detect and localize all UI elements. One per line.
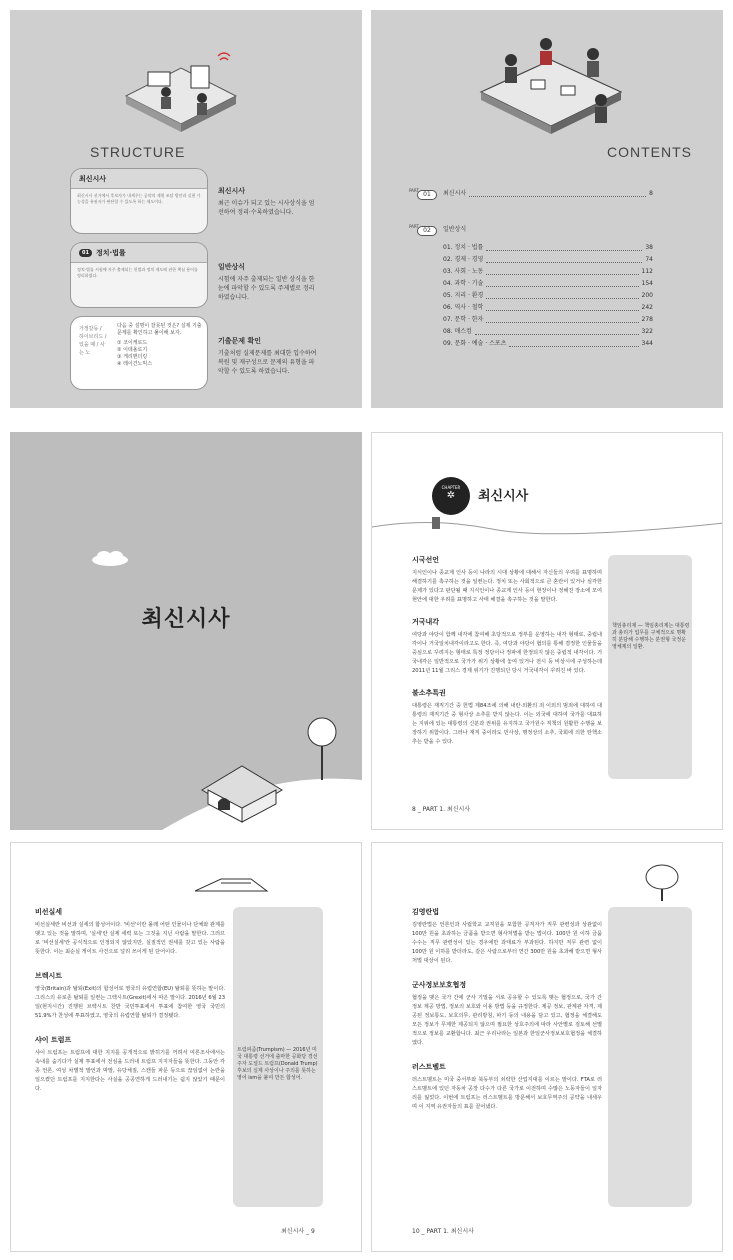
chapter-title: 03. 사회 · 노동 — [443, 268, 484, 275]
entries-column — [412, 907, 602, 1112]
desc-heading: 최신시사 — [218, 187, 246, 195]
part-number-badge: 01 — [417, 190, 437, 200]
chapter-badge: 01 — [79, 249, 92, 257]
toc-chapter-row[interactable] — [443, 254, 653, 266]
part-number-badge: 02 — [417, 226, 437, 236]
chapter-title: 01. 정치 · 법률 — [443, 244, 484, 251]
entry-title: 김영란법 — [412, 908, 440, 916]
entry-text: 대통령은 재직기간 중 헌법 제84조에 의해 내란·외환의 죄 이외의 범죄에 대하여 대통령의 재직기간 중 형사상 소추를 받지 않는다. 이는 외국에 대하여 국가를 대표하는 지위에 있는 대통령의 신분과 권위를 유지하고 국가원수 직책의 원활한 수행을 보장하기 위함이다. 그러나 재직 중이라도 민사상, 행정상의 소추, 국회에 의한 탄핵소추는 받을 수 있다. — [412, 703, 602, 745]
entry-title: 비선실세 — [35, 908, 63, 916]
toc-chapter-row[interactable] — [443, 266, 653, 278]
entry-text: 김영란법은 언론인과 사립학교 교직원을 포함한 공직자가 직무 관련성과 상관없이 100만 원을 초과하는 금품을 받으면 형사처벌을 받는 법이다. 100만 원 이하 금품 수수는 직무 관련성이 있는 경우에만 과태료가 부과된다. 하지만 직무 관련 없이 100만 원 이하를 받더라도, 같은 사람으로부터 연간 300만 원을 초과해 받으면 형사처벌 대상이 된다. — [412, 922, 602, 964]
toc-chapter-row[interactable] — [443, 278, 653, 290]
entry-text: 영국(Britain)과 탈퇴(Exit)의 합성어로 영국의 유럽연합(EU) 탈퇴를 뜻하는 말이다. 그리스의 유로존 탈퇴를 일컫는 그렉시트(Grexit)에서 따온 말이다. 2016년 6월 23일(현지시간) 진행된 브렉시트 찬반 국민투표에서 투표에 참여한 영국 국민의 51.9%가 찬성에 투표하였고, 영국의 유럽연합 탈퇴가 결정됐다. — [35, 986, 225, 1019]
structure-page — [10, 10, 362, 408]
doghouse-illustration — [162, 710, 362, 830]
toc-part-02 — [409, 224, 653, 350]
cover-page — [10, 432, 362, 830]
desc-heading: 기출문제 확인 — [218, 337, 262, 345]
entry-text: 비선실세란 비선과 실세의 합성어이다. '비선'이란 몰래 어떤 인물이나 단체와 관계를 맺고 있는 것을 말하며, '실세'란 실제 세력 또는 그것을 지닌 사람을 말한다. 그러므로 '비선실세'란 공식적으로 인정되지 않았지만, 실질적인 권세를 갖고 있는 사람을 뜻한다. 이는 최순실 게이트 사건으로 널리 쓰이게 된 단어이다. — [35, 922, 225, 955]
toc-dot-leader — [486, 310, 638, 311]
entry-text: 여당과 야당이 함께 내각에 참여해 초당적으로 정부를 운영하는 내각 형태로, 중립내각이나 거국일치내각이라고도 한다. 즉, 여당과 야당이 협의를 통해 결정한 인물들을 중심으로 꾸려지는 형태로 특정 정당이나 정파에 한정되지 않은 중립적 내각이다. 거국내각은 일반적으로 국가가 위기 상황에 놓여 있거나 전시 등 비상시에 구성하는데 2011년 11월 그리스 경제 위기가 진행되던 당시 거국내각이 꾸려진 바 있다. — [412, 632, 602, 674]
chapter-title: 09. 문화 · 예술 · 스포츠 — [443, 340, 507, 347]
part-title[interactable]: 최신시사 — [443, 190, 467, 197]
chapter-title: 02. 경제 · 경영 — [443, 256, 484, 263]
page-footer: 최신시사 _ 9 — [281, 1228, 315, 1235]
card-side-text: 가정갈등 / 하이브리드 / 있을 때 / 사는 노 — [79, 326, 107, 356]
toc-chapter-row[interactable] — [443, 314, 653, 326]
structure-desc-latest — [218, 186, 318, 217]
card-title: 최신시사 — [79, 174, 107, 183]
meeting-table-illustration — [471, 30, 631, 140]
chapter-title: 최신시사 — [478, 489, 529, 504]
quiz-option: ③ 게리맨더링 — [117, 354, 148, 360]
page-footer: 10 _ PART 1. 최신시사 — [412, 1228, 474, 1235]
entries-column — [412, 555, 602, 747]
structure-desc-general — [218, 262, 318, 302]
chapter-title: 05. 지리 · 환경 — [443, 292, 484, 299]
toc-chapter-row[interactable] — [443, 326, 653, 338]
hill-illustration — [372, 507, 723, 547]
sidebar-panel — [608, 555, 692, 779]
spread-articles — [10, 842, 723, 1252]
entry-block — [412, 555, 602, 605]
entry-text: 지식인이나 종교계 인사 등이 나라의 시대 상황에 대해서 자신들의 우려를 표명하며 해결하기를 촉구하는 것을 일컫는다. 정치 또는 사회적으로 큰 혼란이 있거나 심각한 문제가 있다고 판단될 때 지식인이나 종교계 인사 등이 현장이나 정해진 장소에 모여 현안에 대한 우려를 표명하고 사태 해결을 촉구하는 것을 말한다. — [412, 570, 602, 603]
shoe-illustration — [191, 871, 271, 901]
page-footer: 8 _ PART 1. 최신시사 — [412, 806, 471, 813]
cover-title: 최신시사 — [141, 607, 231, 632]
entry-block — [35, 971, 225, 1021]
structure-heading: STRUCTURE — [90, 144, 186, 160]
page-number: 278 — [641, 316, 653, 323]
sidebar-panel — [608, 907, 692, 1207]
toc-dot-leader — [469, 196, 646, 197]
chapter-title: 08. 매스컴 — [443, 328, 472, 335]
structure-card-quiz — [70, 316, 208, 390]
toc-chapter-row[interactable] — [443, 302, 653, 314]
page-number: 154 — [641, 280, 653, 287]
structure-card-general — [70, 242, 208, 308]
entry-block — [35, 907, 225, 957]
toc-dot-leader — [486, 322, 638, 323]
entry-text: 러스트벨트는 미국 중서부와 북동부의 쇠락한 산업지대를 이르는 말이다. FTA로 러스트벨트에 있던 자동차 공장 다수가 다른 국가로 이전하며 수많은 노동자들이 일자리를 잃었다. 이번에 트럼프는 러스트벨트를 방문해서 보호무역주의 공약을 내세우며 이 지역 유권자들의 표를 끌어냈다. — [412, 1077, 602, 1110]
entry-block — [412, 980, 602, 1048]
toc-dot-leader — [475, 334, 639, 335]
chapter-label: CHAPTER — [441, 485, 461, 490]
entry-title: 브렉시트 — [35, 972, 63, 980]
toc-part-01 — [409, 188, 653, 200]
tree-illustration — [632, 863, 692, 903]
page-number: 200 — [641, 292, 653, 299]
entry-title: 샤이 트럼프 — [35, 1036, 72, 1044]
page-number: 38 — [645, 244, 653, 251]
cloud-icon — [90, 550, 130, 566]
entry-block — [412, 1062, 602, 1112]
toc-dot-leader — [486, 298, 638, 299]
page-number: 8 — [649, 190, 653, 197]
page-number: 322 — [641, 328, 653, 335]
part-title[interactable]: 일반상식 — [443, 226, 467, 233]
quiz-option: ② 이데올로기 — [117, 347, 148, 353]
card-header — [71, 243, 207, 263]
contents-page — [371, 10, 723, 408]
chapter-title: 07. 문학 · 한자 — [443, 316, 484, 323]
contents-heading: CONTENTS — [607, 144, 692, 160]
desc-heading: 일반상식 — [218, 263, 246, 271]
quiz-panel — [117, 323, 203, 368]
toc-dot-leader — [486, 286, 638, 287]
isometric-office-illustration — [106, 36, 256, 136]
page-number: 242 — [641, 304, 653, 311]
card-title: 정치·법률 — [95, 248, 126, 257]
entry-title: 거국내각 — [412, 618, 440, 626]
card-header — [71, 169, 207, 189]
chapter-page — [371, 432, 723, 830]
quiz-option: ④ 레이건노믹스 — [117, 361, 153, 367]
structure-card-latest — [70, 168, 208, 234]
article-page-right — [371, 842, 723, 1252]
toc-chapter-row[interactable] — [443, 242, 653, 254]
spread-chapter-opener — [10, 432, 723, 830]
desc-text: 기출처럼 실제문제를 최대한 입수하여 복원 및 재구성으로 문제의 유형을 파악할 수 있도록 하였습니다. — [218, 350, 317, 375]
article-page-left — [10, 842, 362, 1252]
entry-title: 불소추특권 — [412, 689, 446, 697]
part-label: PART — [409, 224, 419, 229]
entry-block — [412, 688, 602, 747]
entry-text: 샤이 트럼프는 트럼프에 대한 지지를 공개적으로 밝히기를 꺼려서 여론조사에서는 속내를 숨기다가 실제 투표에서 전심을 드러내 트럼프 지지자들을 뜻한다. 그동안 각종 언론, 여성 차별적 발언과 막말, 유당체질, 스캔들 파문 등으로 끊임없이 논란을 일으켰던 트럼프를 지지한다는 사실을 공공연하게 드러내기는 쉽지 않았기 때문이다. — [35, 1050, 225, 1092]
chapter-title: 06. 역사 · 철학 — [443, 304, 484, 311]
desc-text: 시험에 자주 출제되는 일반 상식을 한눈에 파악할 수 있도록 주제별로 정리하였습니다. — [218, 276, 315, 301]
toc-dot-leader — [486, 274, 638, 275]
card-body-text: 정치·법률 시험에 자주 출제되는 헌법과 정치 제도에 관한 핵심 용어를 정리하였다. — [77, 267, 198, 278]
entry-block — [35, 1035, 225, 1094]
entry-title: 군사정보보호협정 — [412, 981, 467, 989]
page-number: 344 — [641, 340, 653, 347]
entry-title: 시국선언 — [412, 556, 440, 564]
side-note: 책임총리제 — 책임총리제는 대통령과 총리가 업무를 구체적으로 명확히 분담해 수행하는 분권형 국정운영체제의 일환. — [612, 623, 690, 650]
toc-row-part — [417, 188, 653, 200]
quiz-option: ① 코이케로드 — [117, 340, 148, 346]
entry-block — [412, 617, 602, 676]
entry-text: 협정을 맺은 국가 간에 군사 기밀을 서로 공유할 수 있도록 맺는 협정으로, 국가 간 정보 제공 방법, 정보의 보호와 이용 방법 등을 규정한다. 제공 정보, 관계관 자격, 제공된 정보통도, 보호의무, 관리방침, 파기 등의 내용을 담고 있고, 협정을 체결해도 모든 정보가 무제한 제공되지 않으며 필요한 상호주의에 따라 사안별로 검토해 선별적으로 정보를 교환합니다. 최근 우리나라는 일본과 한일군사정보보호협정을 체결하였다. — [412, 995, 602, 1046]
snowflake-icon: ✲ — [446, 490, 456, 501]
quiz-question: 다음 중 설명이 잘못된 것은? 실제 기출 문제를 확인하고 풀이해 보자. — [117, 323, 202, 336]
spread-structure-contents — [10, 10, 723, 408]
structure-desc-quiz — [218, 336, 318, 376]
toc-dot-leader — [486, 250, 642, 251]
desc-text: 최근 이슈가 되고 있는 시사상식을 엄선하여 정리·수록하였습니다. — [218, 200, 315, 216]
toc-chapter-list — [443, 242, 653, 350]
toc-row-part — [417, 224, 653, 236]
toc-dot-leader — [509, 346, 638, 347]
page-number: 74 — [645, 256, 653, 263]
entry-block — [412, 907, 602, 966]
page-number: 112 — [641, 268, 653, 275]
card-body-text: 최신시사 선거에서 후보자가 내세우는 공약의 재원 조달 방안과 실현 가능성을 유권자가 판단할 수 있도록 하는 제도이다. — [77, 193, 201, 204]
part-label: PART — [409, 188, 419, 193]
chapter-title: 04. 과학 · 기술 — [443, 280, 484, 287]
toc-chapter-row[interactable] — [443, 338, 653, 350]
toc-dot-leader — [486, 262, 642, 263]
toc-chapter-row[interactable] — [443, 290, 653, 302]
entry-title: 러스트벨트 — [412, 1063, 446, 1071]
side-note: 트럼피즘(Trumpism) — 2016년 미국 대통령 선거에 출마한 공화당 경선주자 도널드 트럼프(Donald Trump) 후보의 실제 사상이나 주의를 뜻하는 영어 ism을 붙여 만든 합성어. — [237, 1047, 318, 1081]
entries-column — [35, 907, 225, 1094]
